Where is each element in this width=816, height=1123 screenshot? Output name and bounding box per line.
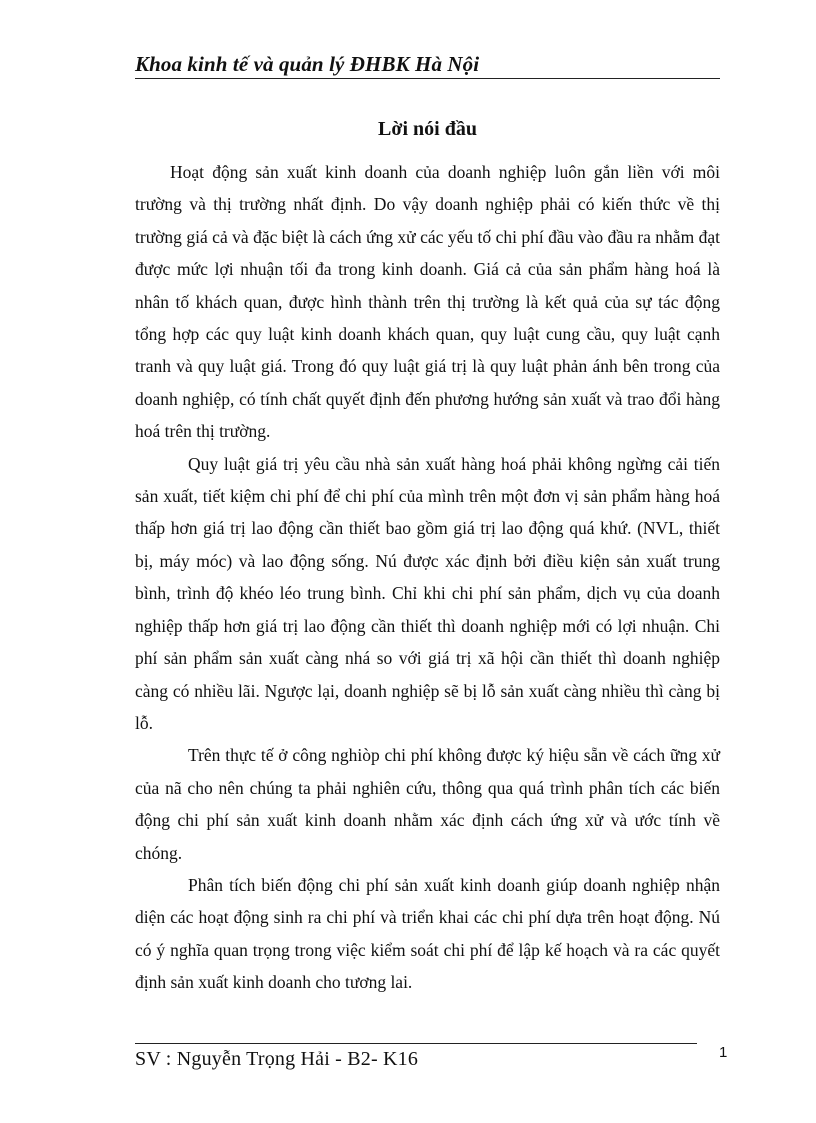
footer-student-info: SV : Nguyễn Trọng Hải - B2- K16 xyxy=(135,1048,419,1070)
page-number: 1 xyxy=(719,1044,728,1061)
paragraph-1: Hoạt động sản xuất kinh doanh của doanh nghiệp luôn gắn liền với môi trường và thị trường nhất định. Do vậy doanh nghiệp phải có kiến thức về thị trường giá cả và đặc biệt là cách ứng xử các yếu tố chi phí đầu vào đầu ra nhằm đạt được mức lợi nhuận tối đa trong kinh doanh. Giá cả của sản phẩm hàng hoá là nhân tố khách quan, được hình thành trên thị trường là kết quả của sự tác động tổng hợp các quy luật kinh doanh khách quan, quy luật cung cầu, quy luật cạnh tranh và quy luật giá. Trong đó quy luật giá trị là quy luật phản ánh bên trong của doanh nghiệp, có tính chất quyết định đến phương hướng sản xuất và trao đổi hàng hoá trên thị trường. xyxy=(135,162,720,442)
document-title: Lời nói đầu xyxy=(378,118,477,140)
paragraph-3: Trên thực tế ở công nghiòp chi phí không được ký hiệu sẵn về cách ững xử của nã cho nên chúng ta phải nghiên cứu, thông qua quá trình phân tích các biến động chi phí sản xuất kinh doanh nhằm xác định cách ứng xử và ước tính về chóng. xyxy=(135,745,720,863)
document-body xyxy=(135,156,720,999)
paragraph-4: Phân tích biến động chi phí sản xuất kinh doanh giúp doanh nghiệp nhận diện các hoạt động sinh ra chi phí và triển khai các chi phí dựa trên hoạt động. Nú có ý nghĩa quan trọng trong việc kiểm soát chi phí để lập kế hoạch và ra các quyết định sản xuất kinh doanh cho tương lai. xyxy=(135,874,720,993)
header-faculty-title: Khoa kinh tế và quản lý ĐHBK Hà Nội xyxy=(135,52,480,76)
paragraph-2: Quy luật giá trị yêu cầu nhà sản xuất hàng hoá phải không ngừng cải tiến sản xuất, tiết kiệm chi phí để chi phí của mình trên một đơn vị sản phẩm hàng hoá thấp hơn giá trị lao động cần thiết bao gồm giá trị lao động quá khứ. (NVL, thiết bị, máy móc) và lao động sống. Nú được xác định bởi điều kiện sản xuất trung bình, trình độ khéo léo trung bình. Chỉ khi chi phí sản phẩm, dịch vụ của doanh nghiệp thấp hơn giá trị lao động cần thiết thì doanh nghiệp mới có lợi nhuận. Chi phí sản phẩm sản xuất càng nhá so với giá trị xã hội cần thiết thì doanh nghiệp càng có nhiều lãi. Ngược lại, doanh nghiệp sẽ bị lỗ sản xuất càng nhiều thì càng bị lỗ. xyxy=(135,453,720,733)
footer-divider xyxy=(135,1043,697,1044)
header-divider xyxy=(135,78,720,79)
